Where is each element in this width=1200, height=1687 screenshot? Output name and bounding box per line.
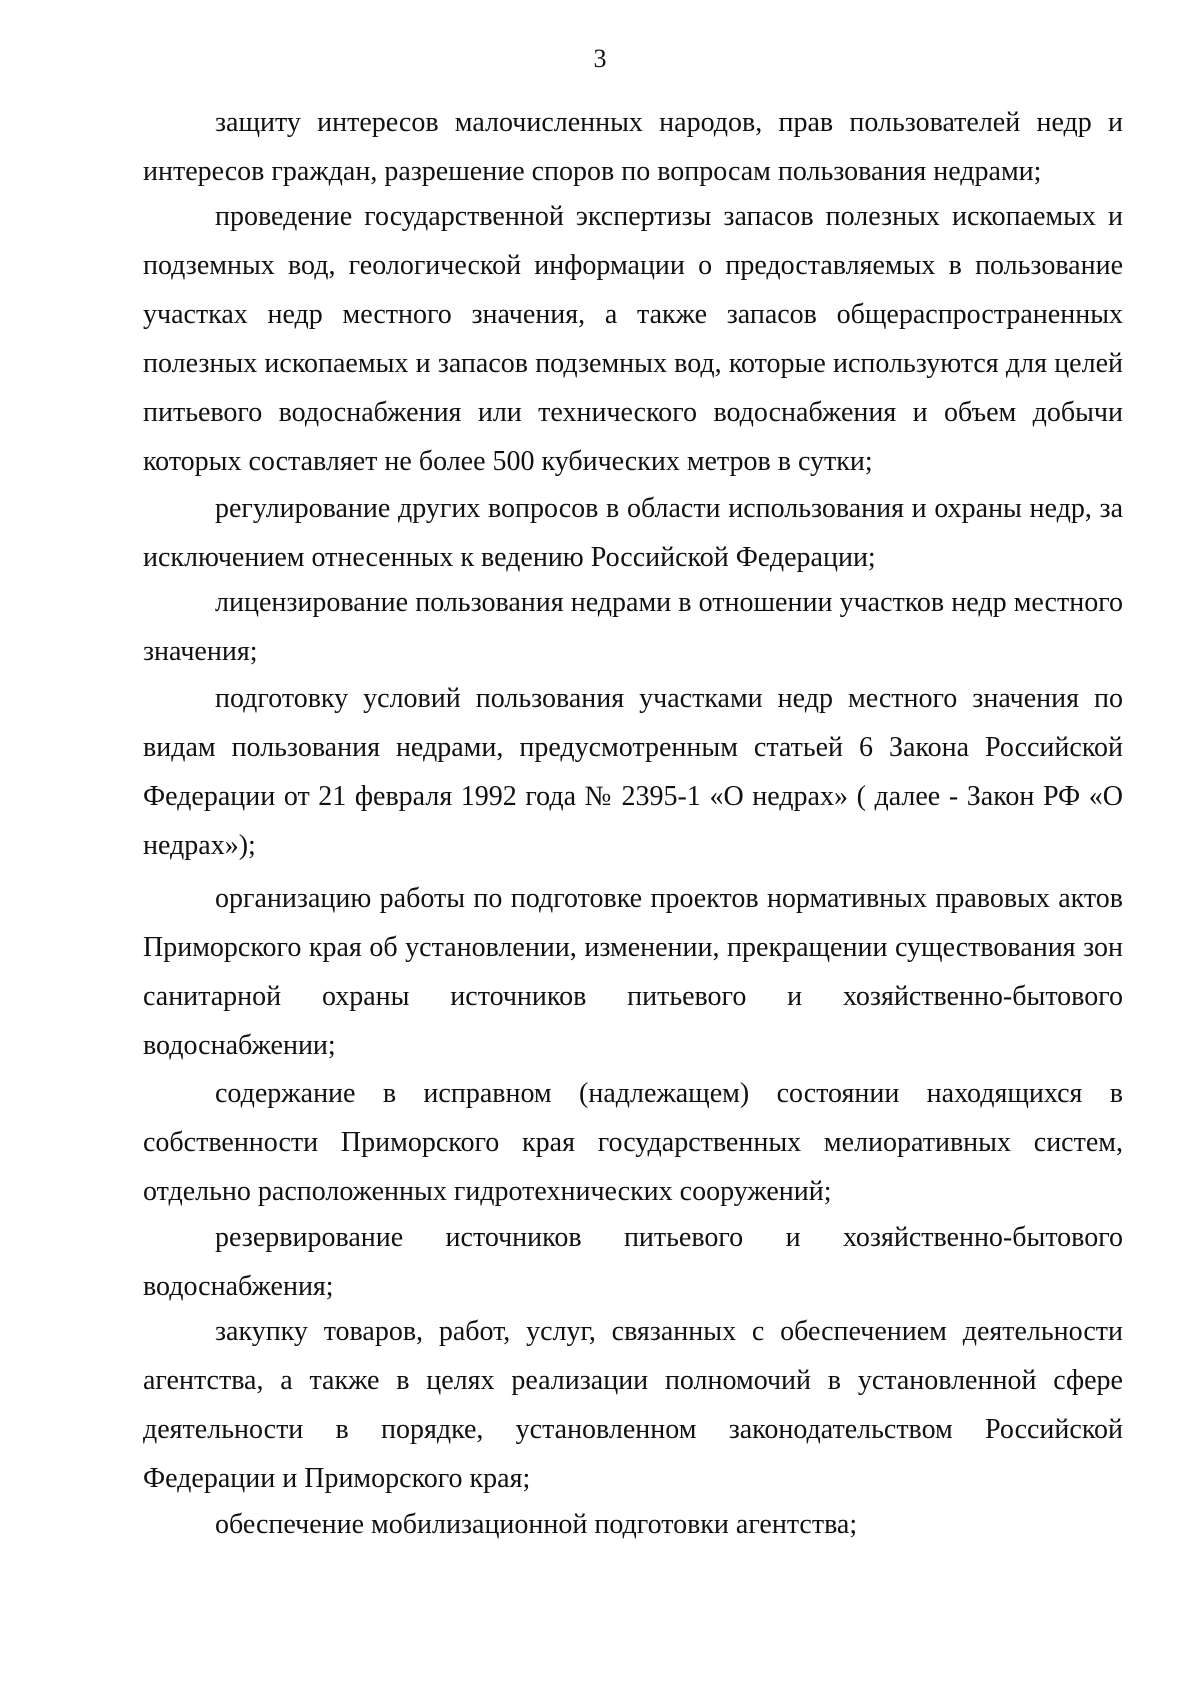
paragraph: организацию работы по подготовке проектов нормативных правовых актов Приморского края об установлении, изменении, прекращении существования зон санитарной охраны источников питьевого и хозяйственно-бытового водоснабжении; (143, 883, 1123, 1061)
paragraph: подготовку условий пользования участками недр местного значения по видам пользования недрами, предусмотренным статьей 6 Закона Российской Федерации от 21 февраля 1992 года № 2395-1 «О недрах» ( далее - Закон РФ «О недрах»); (143, 683, 1123, 861)
page-number: 3 (593, 44, 607, 73)
document-body (143, 98, 1123, 1549)
paragraph: проведение государственной экспертизы запасов полезных ископаемых и подземных вод, геологической информации о предоставляемых в пользование участках недр местного значения, а также запасов общераспространенных полезных ископаемых и запасов подземных вод, которые используются для целей питьевого водоснабжения или технического водоснабжения и объем добычи которых составляет не более 500 кубических метров в сутки; (143, 201, 1123, 477)
paragraph: содержание в исправном (надлежащем) состоянии находящихся в собственности Приморского края государственных мелиоративных систем, отдельно расположенных гидротехнических сооружений; (143, 1078, 1123, 1207)
paragraph: регулирование других вопросов в области использования и охраны недр, за исключением отнесенных к ведению Российской Федерации; (143, 493, 1123, 573)
paragraph: лицензирование пользования недрами в отношении участков недр местного значения; (143, 587, 1123, 667)
paragraph: закупку товаров, работ, услуг, связанных с обеспечением деятельности агентства, а также в целях реализации полномочий в установленной сфере деятельности в порядке, установленном законодательством Российской Федерации и Приморского края; (143, 1316, 1123, 1494)
paragraph: обеспечение мобилизационной подготовки агентства; (215, 1509, 858, 1540)
paragraph: резервирование источников питьевого и хозяйственно-бытового водоснабжения; (143, 1222, 1123, 1302)
paragraph: защиту интересов малочисленных народов, прав пользователей недр и интересов граждан, разрешение споров по вопросам пользования недрами; (143, 107, 1123, 187)
